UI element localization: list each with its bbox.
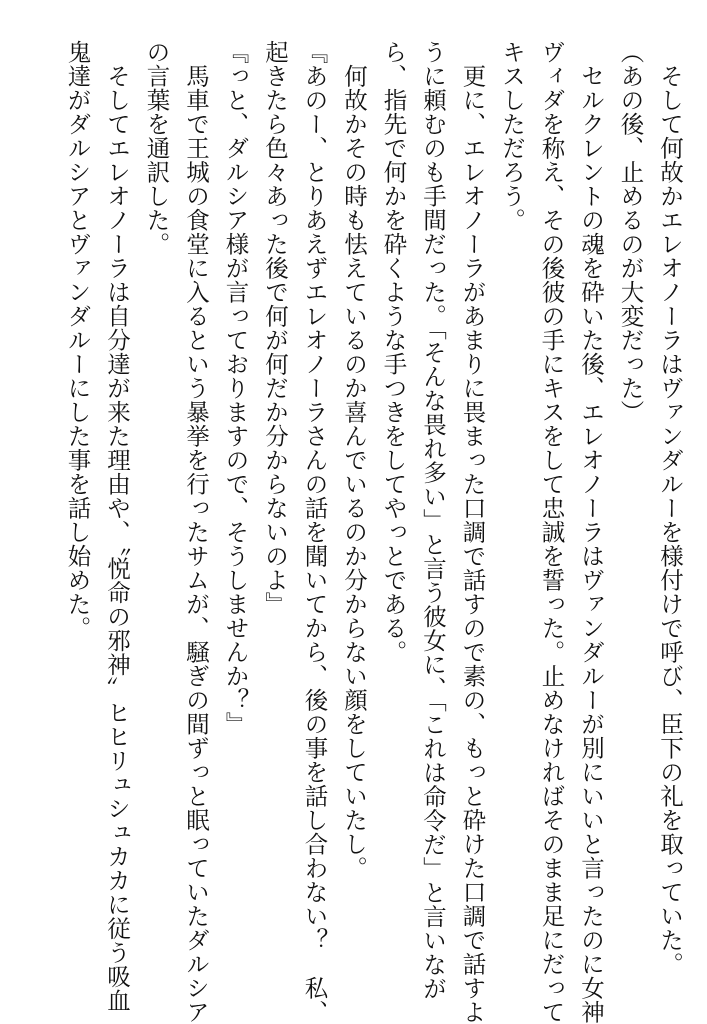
text-line: 起きたら色々あった後で何が何だか分からないのよ』 — [261, 40, 289, 616]
text-line: ら、指先で何かを砕くような手つきをしてやっとである。 — [379, 40, 408, 664]
text-line: そして何故かエレオノーラはヴァンダルーを様付けで呼び、臣下の礼を取っていた。 — [656, 40, 684, 976]
text-line: 更に、エレオノーラがあまりに畏まった口調で話すので素の、もっと砕けた口調で話すよ — [458, 40, 487, 1024]
text-line: （あの後、止めるのが大変だった） — [616, 40, 645, 424]
text-line: 『あのー、とりあえずエレオノーラさんの話を聞いてから、後の事を話し合わない？ 私、 — [300, 40, 329, 1024]
text-line: セルクレントの魂を砕いた後、エレオノーラはヴァンダルーが別にいいと言ったのに女神 — [577, 40, 605, 1024]
text-line: うに頼むのも手間だった。「そんな畏れ多い」と言う彼女に、「これは命令だ」と言いなが — [419, 40, 447, 1001]
text-line: キスしただろう。 — [498, 40, 526, 232]
text-line: 『っと、ダルシア様が言っておりますので、そうしませんか？』 — [221, 40, 250, 736]
text-line: 何故かその時も怯えているのか喜んでいるのか分からない顔をしていたし。 — [340, 40, 368, 880]
text-line: 馬車で王城の食堂に入るという暴挙を行ったサムが、騒ぎの間ずっと眠っていたダルシア — [182, 40, 210, 1024]
text-line: の言葉を通訳した。 — [142, 40, 171, 256]
text-line: 鬼達がダルシアとヴァンダルーにした事を話し始めた。 — [63, 40, 92, 640]
text-line: ヴィダを称え、その後彼の手にキスをして忠誠を誓った。止めなければそのまま足にだって — [537, 40, 566, 1024]
text-line: そしてエレオノーラは自分達が来た理由や、〝悦命の邪神〟ヒヒリュシュカカに従う吸血 — [103, 40, 131, 1013]
vertical-text-body — [57, 40, 689, 1024]
